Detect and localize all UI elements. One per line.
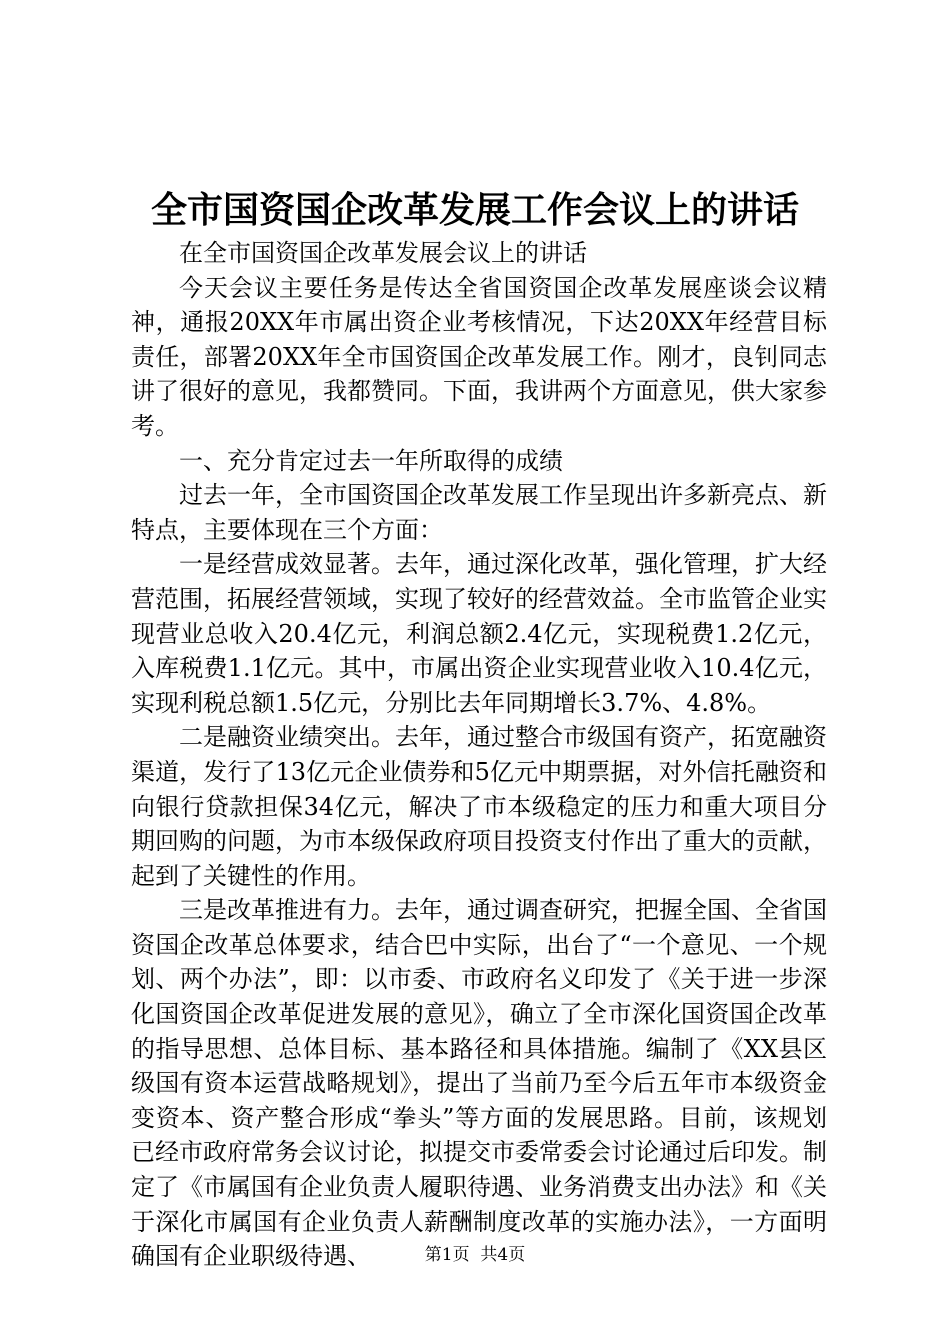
point-one-paragraph: 一是经营成效显著。去年，通过深化改革，强化管理，扩大经营范围，拓展经营领域，实现了较好的经营效益。全市监管企业实现营业总收入20.4亿元，利润总额2.4亿元，实现税费1.2亿元，入库税费1.1亿元。其中，市属出资企业实现营业收入10.4亿元，实现利税总额1.5亿元，分别比去年同期增长3.7%、4.8%。	[131, 550, 827, 717]
section-heading: 一、充分肯定过去一年所取得的成绩	[179, 446, 563, 475]
point-three-paragraph: 三是改革推进有力。去年，通过调查研究，把握全国、全省国资国企改革总体要求，结合巴中实际，出台了“一个意见、一个规划、两个办法”，即：以市委、市政府名义印发了《关于进一步深化国资国企改革促进发展的意见》，确立了全市深化国资国企改革的指导思想、总体目标、基本路径和具体措施。编制了《XX县区级国有资本运营战略规划》，提出了当前乃至今后五年市本级资金变资本、资产整合形成“拳头”等方面的发展思路。目前，该规划已经市政府常务会议讨论，拟提交市委常委会讨论通过后印发。制定了《市属国有企业负责人履职待遇、业务消费支出办法》和《关于深化市属国有企业负责人薪酬制度改革的实施办法》，一方面明确国有企业职级待遇、	[131, 896, 827, 1271]
point-two-paragraph: 二是融资业绩突出。去年，通过整合市级国有资产，拓宽融资渠道，发行了13亿元企业债券和5亿元中期票据，对外信托融资和向银行贷款担保34亿元，解决了市本级稳定的压力和重大项目分期回购的问题，为市本级保政府项目投资支付作出了重大的贡献，起到了关键性的作用。	[131, 723, 827, 890]
subtitle-paragraph: 在全市国资国企改革发展会议上的讲话	[179, 239, 587, 267]
page-total: 共4页	[480, 1245, 526, 1265]
intro-paragraph: 今天会议主要任务是传达全省国资国企改革发展座谈会议精神，通报20XX年市属出资企业考核情况，下达20XX年经营目标责任，部署20XX年全市国资国企改革发展工作。刚才，良钊同志讲了很好的意见，我都赞同。下面，我讲两个方面意见，供大家参考。	[131, 273, 827, 440]
summary-paragraph: 过去一年，全市国资国企改革发展工作呈现出许多新亮点、新特点，主要体现在三个方面：	[131, 481, 827, 544]
page-footer	[0, 1243, 950, 1267]
page-number: 第1页	[424, 1245, 470, 1265]
footer-gap	[470, 1245, 481, 1265]
document-body	[131, 236, 827, 1274]
document-title: 全市国资国企改革发展工作会议上的讲话	[150, 189, 799, 231]
